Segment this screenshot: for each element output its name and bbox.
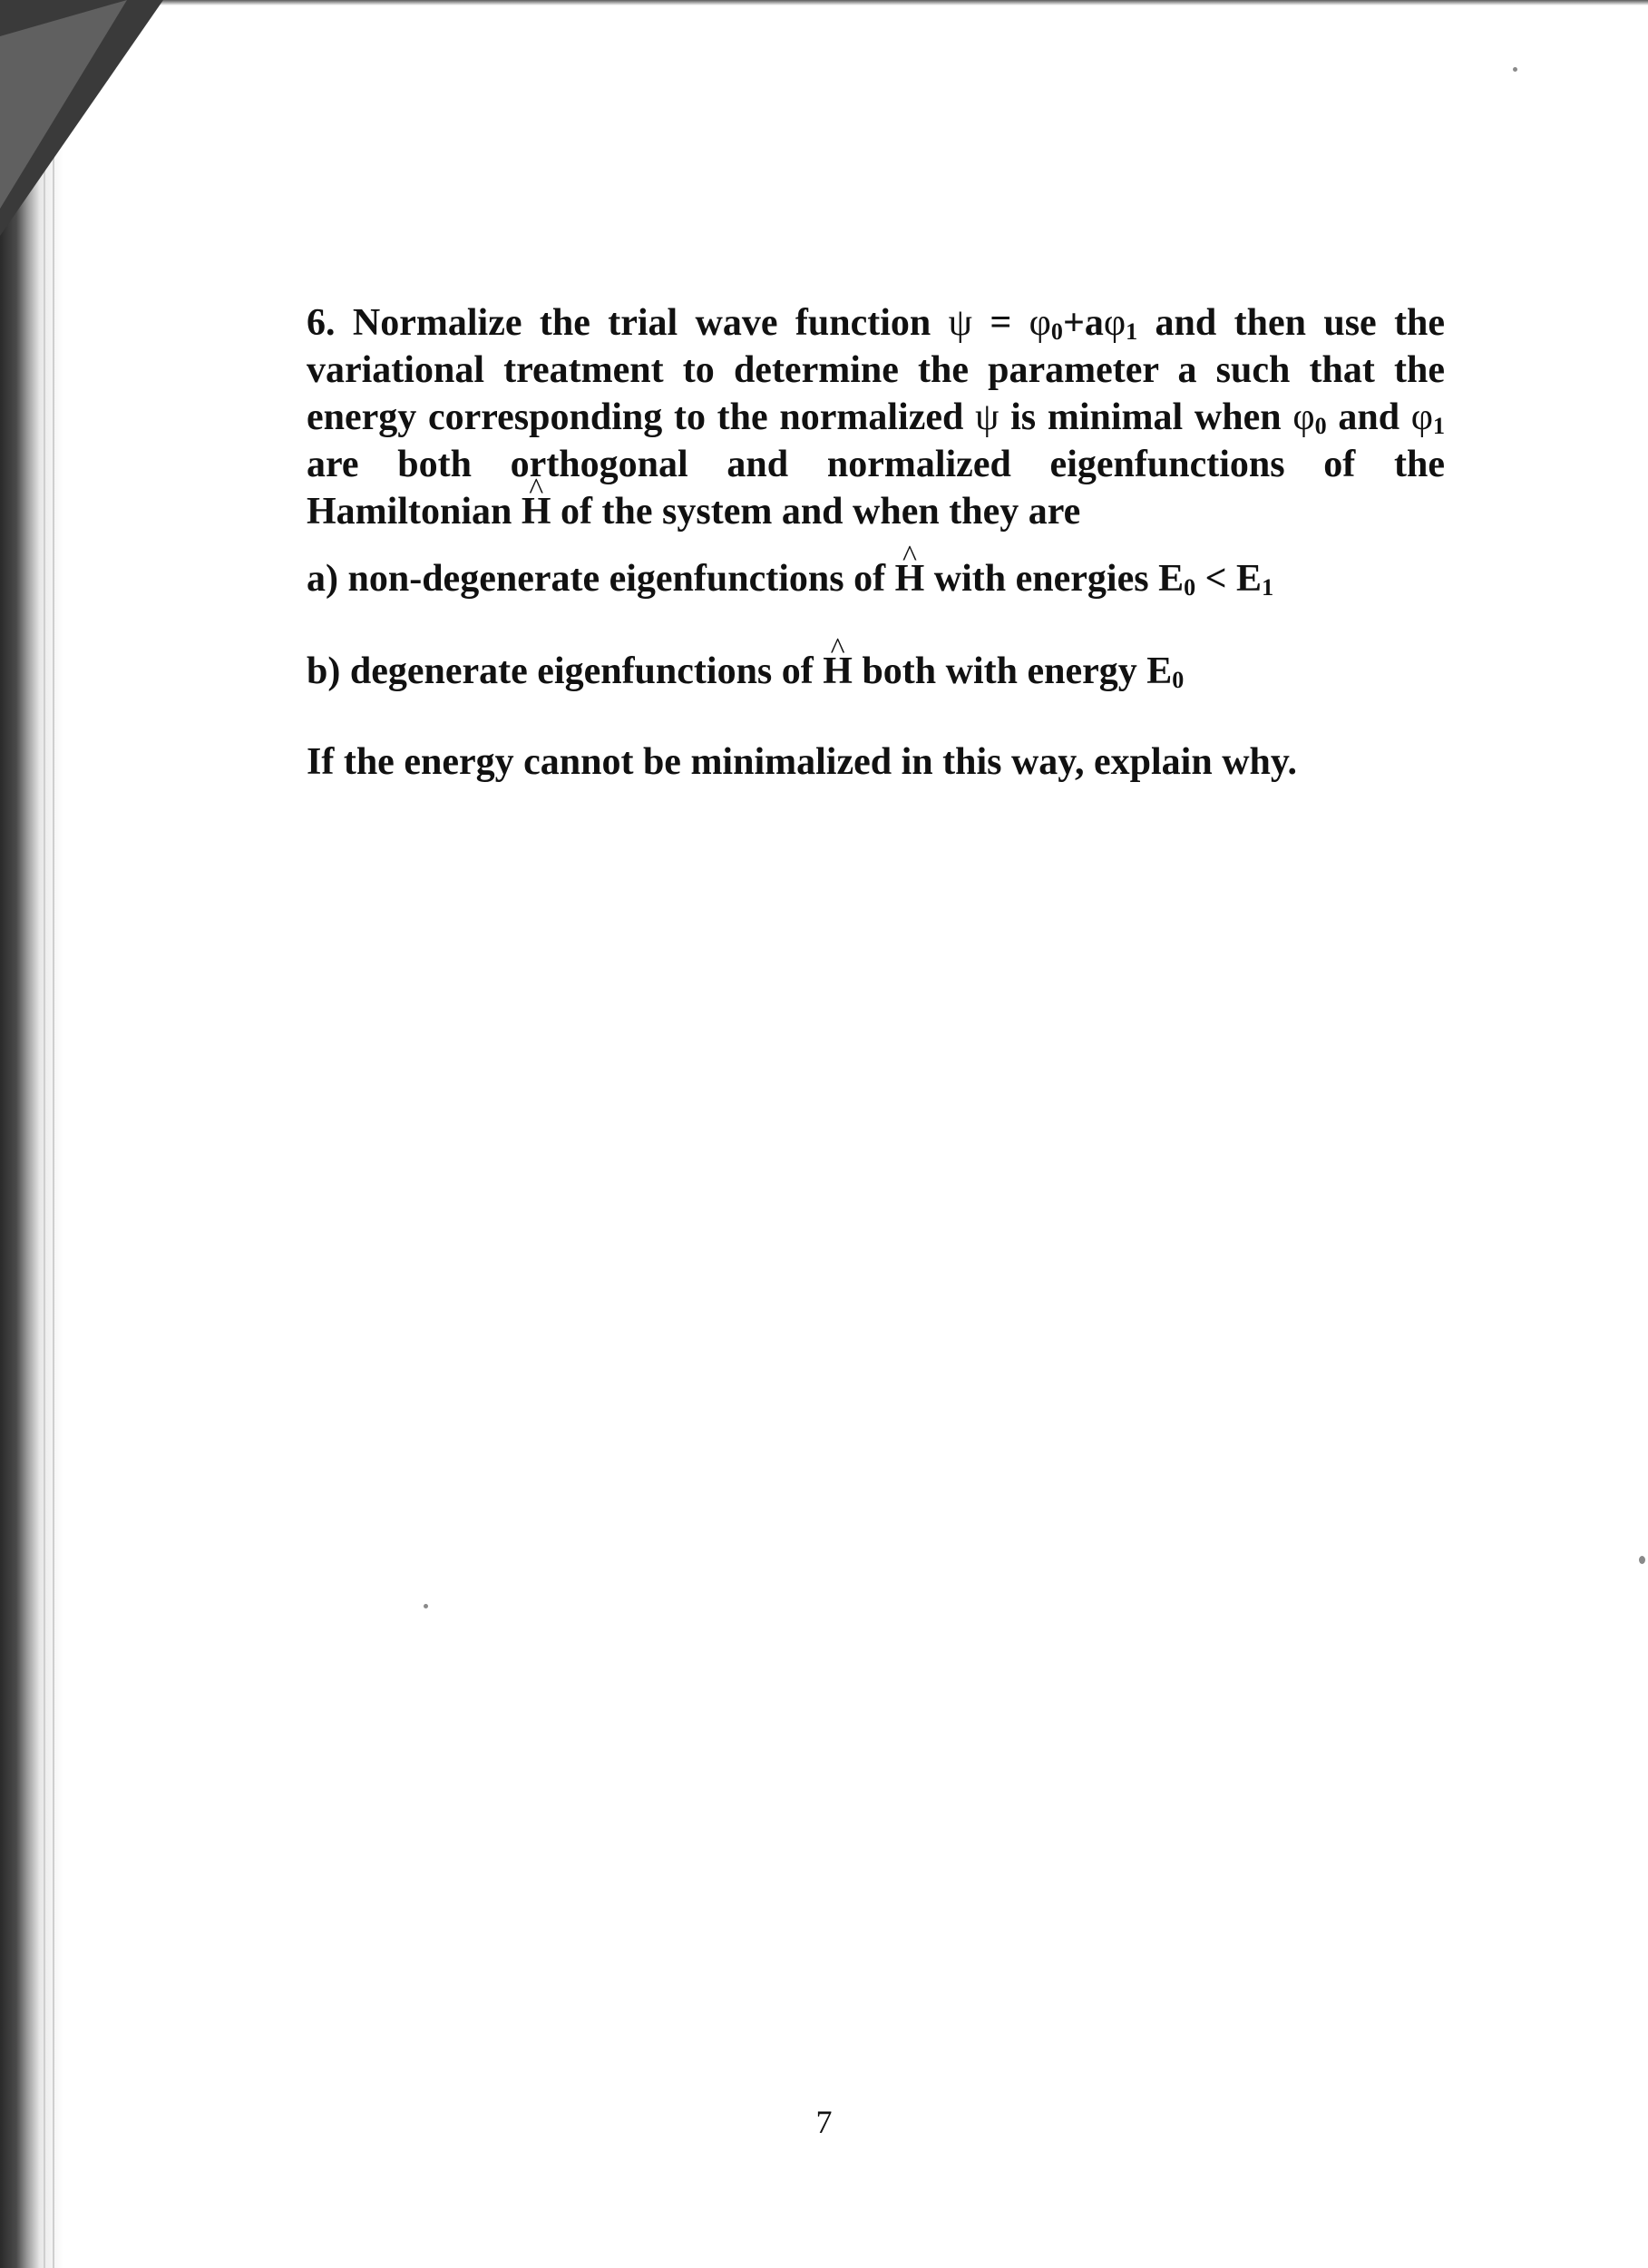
part-a-label: a) non-degenerate eigenfunctions of (307, 558, 886, 600)
scan-speck (1639, 1556, 1645, 1564)
energy-symbol: E (1158, 558, 1185, 600)
hamiltonian-operator: ^ H (823, 648, 853, 695)
page-stack-line (44, 0, 45, 2268)
phi-symbol: φ (1103, 302, 1126, 344)
phi-symbol: φ (1410, 396, 1434, 438)
question-body-1: and then use the variational treatment to determine the parameter a such that the energy corresponding to the normalized (307, 302, 1446, 438)
page-stack-line (53, 0, 54, 2268)
question-6 (307, 299, 1445, 535)
energy-symbol: E (1236, 558, 1263, 600)
closing-instruction: If the energy cannot be minimalized in this way, explain why. (307, 741, 1298, 783)
question-body-4: of the system and when they are (561, 491, 1081, 533)
psi-symbol: ψ (948, 302, 972, 344)
page-number: 7 (815, 2104, 833, 2140)
energy-symbol: E (1146, 650, 1173, 692)
subscript-0: 0 (1050, 318, 1063, 346)
scan-speck (424, 1604, 428, 1608)
hamiltonian-operator: ^ H (522, 488, 551, 535)
subscript-0: 0 (1314, 413, 1327, 440)
subscript-1: 1 (1126, 318, 1138, 346)
question-body-3: are both orthogonal and normalized eigenfunctions of the Hamiltonian (307, 444, 1445, 533)
question-intro: Normalize the trial wave function (352, 302, 931, 344)
part-b-mid: both with energy (862, 650, 1137, 692)
subscript-0: 0 (1172, 667, 1185, 694)
scan-top-edge (0, 0, 1648, 5)
hamiltonian-operator: ^ H (895, 555, 925, 602)
and-word: and (1338, 396, 1400, 438)
part-b-label: b) degenerate eigenfunctions of (307, 650, 814, 692)
scan-speck (1513, 67, 1517, 72)
part-a-mid: with energies (933, 558, 1149, 600)
question-body-2: is minimal when (1010, 396, 1282, 438)
subscript-1: 1 (1433, 413, 1446, 440)
part-b (307, 648, 1445, 695)
subscript-0: 0 (1184, 574, 1196, 601)
phi-symbol: φ (1029, 302, 1051, 344)
less-than: < (1204, 558, 1227, 600)
folded-corner (0, 0, 163, 236)
document-page (307, 299, 1445, 786)
phi-symbol: φ (1292, 396, 1315, 438)
part-a (307, 555, 1445, 602)
plus-a: +a (1062, 302, 1104, 344)
psi-symbol: ψ (975, 396, 1000, 438)
subscript-1: 1 (1262, 574, 1274, 601)
equals-sign: = (990, 302, 1012, 344)
question-number: 6. (307, 302, 336, 344)
